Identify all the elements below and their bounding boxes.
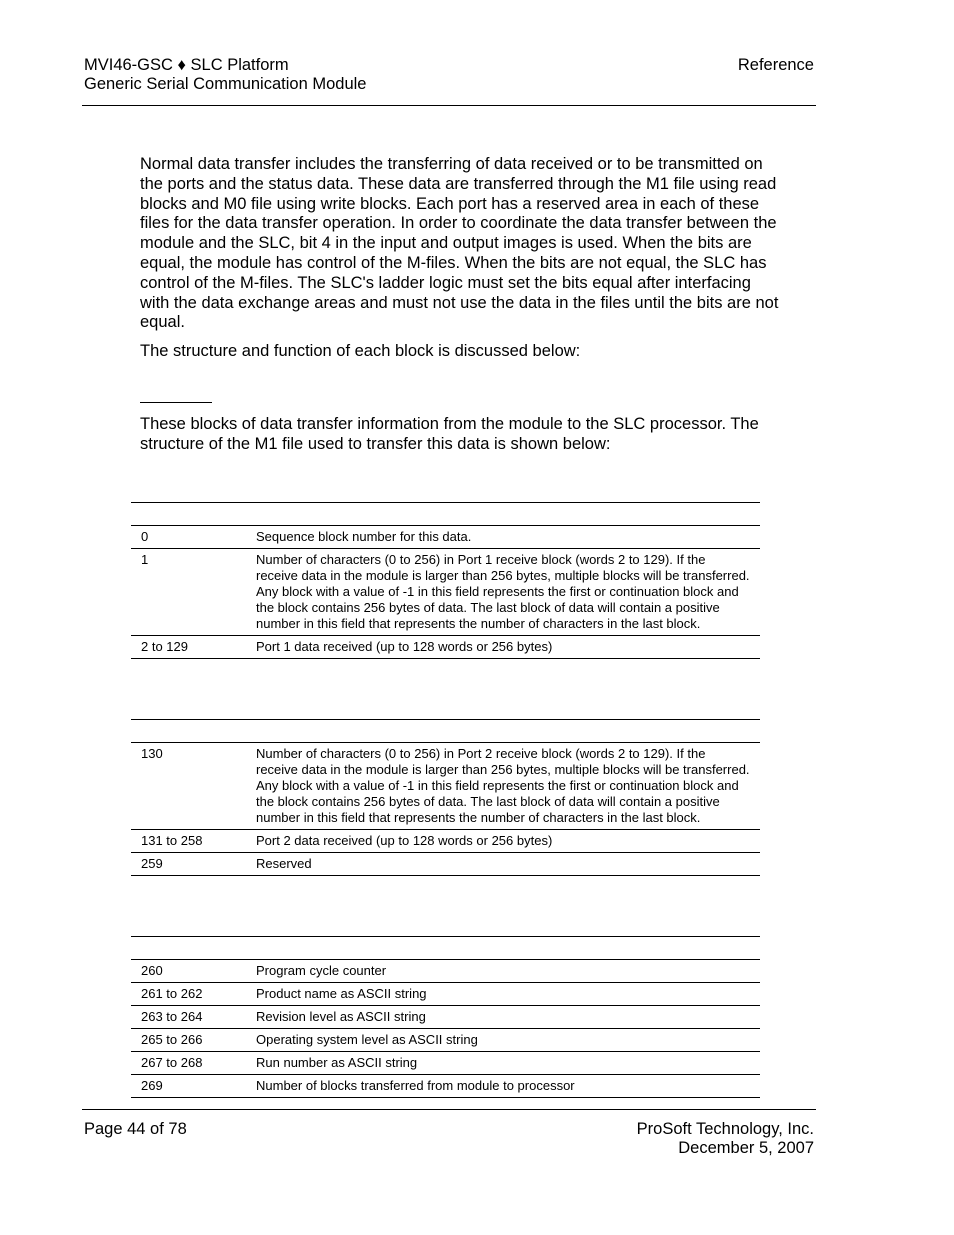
table-header-row [131, 937, 760, 960]
word-offset: 263 to 264 [131, 1006, 246, 1029]
company-name: ProSoft Technology, Inc. [636, 1120, 814, 1138]
page-footer [84, 1120, 814, 1157]
word-description: Run number as ASCII string [246, 1052, 760, 1075]
port1-data-table [131, 502, 760, 659]
word-description: Sequence block number for this data. [246, 526, 760, 549]
table-row [131, 1052, 760, 1075]
word-description: Number of blocks transferred from module to processor [246, 1075, 760, 1098]
word-offset: 269 [131, 1075, 246, 1098]
table-row [131, 1029, 760, 1052]
publish-date: December 5, 2007 [678, 1139, 814, 1157]
word-offset: 2 to 129 [131, 636, 246, 659]
header-rule [82, 105, 816, 106]
word-offset: 130 [131, 743, 246, 830]
word-description: Reserved [246, 853, 760, 876]
word-description: Operating system level as ASCII string [246, 1029, 760, 1052]
section-heading-rule [140, 402, 212, 403]
word-description: Program cycle counter [246, 960, 760, 983]
port2-data-table [131, 719, 760, 876]
page-header [84, 56, 814, 94]
word-description: Revision level as ASCII string [246, 1006, 760, 1029]
table-row [131, 960, 760, 983]
word-description: Port 1 data received (up to 128 words or 256 bytes) [246, 636, 760, 659]
intro-paragraph: Normal data transfer includes the transferring of data received or to be transmitted on the ports and the status data. These data are transferred through the M1 file using read blocks and M0 file using write blocks. Each port has a reserved area in each of these files for the data transfer operation. In order to coordinate the data transfer between the module and the SLC, bit 4 in the input and output images is used. When the bits are equal, the module has control of the M-files. When the bits are not equal, the SLC has control of the M-files. The SLC's ladder logic must set the bits equal after interfacing with the data exchange areas and must not use the data in the files until the bits are not equal. [140, 155, 779, 332]
word-offset: 131 to 258 [131, 830, 246, 853]
page-number: Page 44 of 78 [84, 1120, 187, 1138]
read-block-paragraph: These blocks of data transfer information from the module to the SLC processor. The structure of the M1 file used to transfer this data is shown below: [140, 415, 759, 453]
footer-right [637, 1120, 814, 1158]
word-description: Port 2 data received (up to 128 words or 256 bytes) [246, 830, 760, 853]
word-offset: 261 to 262 [131, 983, 246, 1006]
table-row [131, 743, 760, 830]
word-offset: 0 [131, 526, 246, 549]
table-row [131, 636, 760, 659]
table-row [131, 1075, 760, 1098]
structure-paragraph: The structure and function of each block is discussed below: [140, 342, 581, 360]
table-row [131, 830, 760, 853]
table-header-row [131, 503, 760, 526]
table-row [131, 853, 760, 876]
footer-rule [82, 1109, 816, 1110]
word-offset: 267 to 268 [131, 1052, 246, 1075]
word-description: Product name as ASCII string [246, 983, 760, 1006]
status-data-table [131, 936, 760, 1098]
table-row [131, 1006, 760, 1029]
word-offset: 259 [131, 853, 246, 876]
section-name: Reference [737, 56, 814, 74]
table-row [131, 549, 760, 636]
table-row [131, 983, 760, 1006]
word-description: Number of characters (0 to 256) in Port 1 receive block (words 2 to 129). If the receive data in the module is larger than 256 bytes, multiple blocks will be transferred. Any block with a value of -1 in this field represents the first or continuation block and the block contains 256 bytes of data. The last block of data will contain a positive number in this field that represents the number of characters in the last block. [246, 549, 760, 636]
product-title: MVI46-GSC ♦ SLC Platform [84, 56, 289, 74]
table-row [131, 526, 760, 549]
word-offset: 260 [131, 960, 246, 983]
table-header-row [131, 720, 760, 743]
product-subtitle: Generic Serial Communication Module [84, 75, 367, 93]
word-offset: 265 to 266 [131, 1029, 246, 1052]
word-description: Number of characters (0 to 256) in Port 2 receive block (words 2 to 129). If the receive data in the module is larger than 256 bytes, multiple blocks will be transferred. Any block with a value of -1 in this field represents the first or continuation block and the block contains 256 bytes of data. The last block of data will contain a positive number in this field that represents the number of characters in the last block. [246, 743, 760, 830]
word-offset: 1 [131, 549, 246, 636]
